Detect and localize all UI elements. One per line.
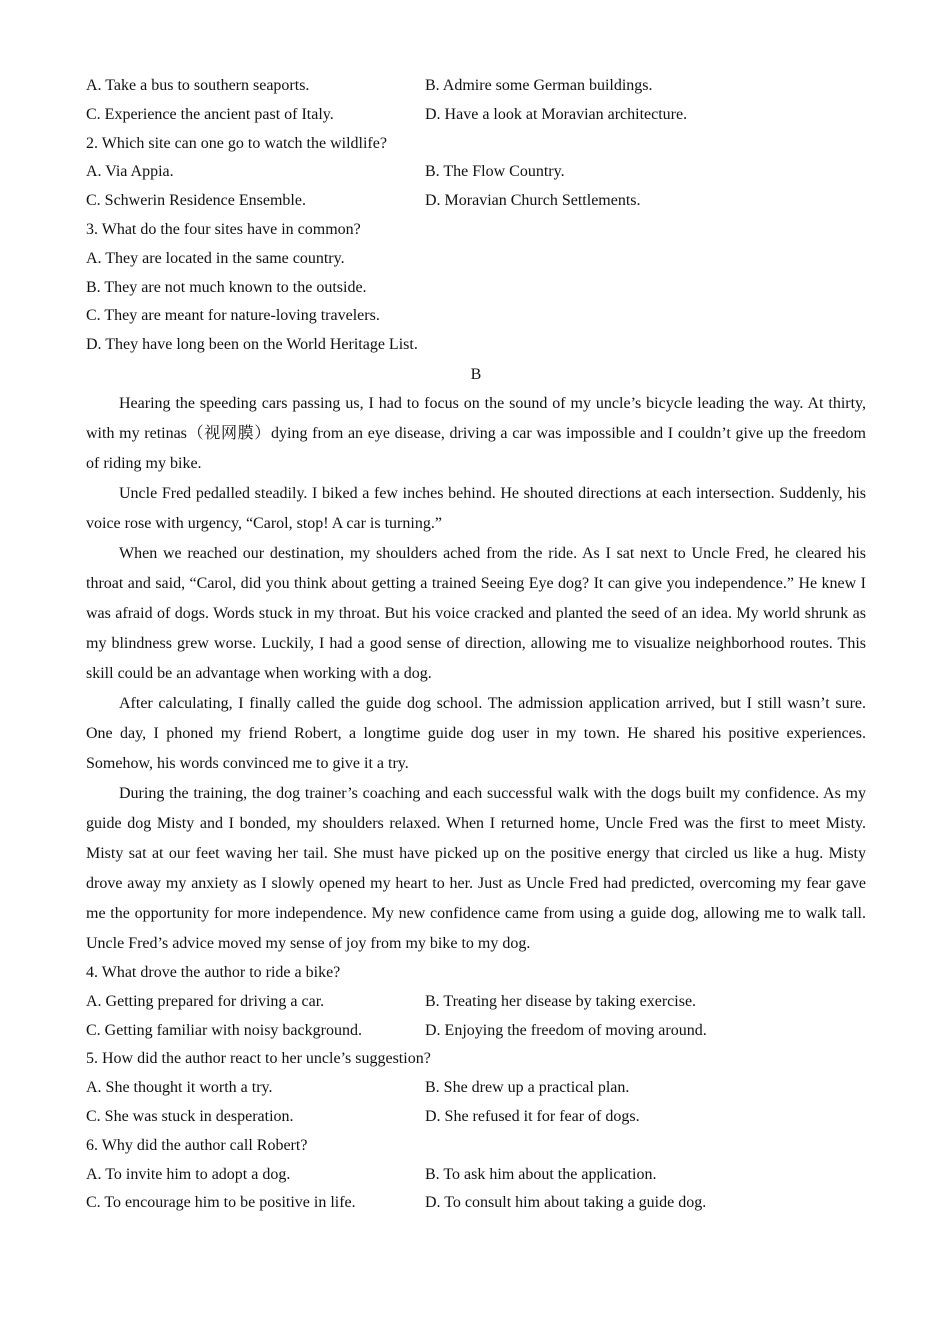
q2-options-row-2 [86, 187, 866, 216]
q3-option-c[interactable]: C. They are meant for nature-loving travelers. [86, 307, 380, 325]
q4-option-d[interactable]: D. Enjoying the freedom of moving around. [425, 1021, 707, 1039]
q3-option-d[interactable]: D. They have long been on the World Heritage List. [86, 336, 418, 354]
q2-option-a[interactable]: A. Via Appia. [86, 163, 174, 181]
q6-option-c[interactable]: C. To encourage him to be positive in life. [86, 1194, 356, 1212]
q6-option-b[interactable]: B. To ask him about the application. [425, 1165, 657, 1183]
q4-option-c[interactable]: C. Getting familiar with noisy background. [86, 1021, 362, 1039]
passage-paragraph: Hearing the speeding cars passing us, I had to focus on the sound of my uncle’s bicycle leading the way. At thirty, with my retinas（视网膜）dying from an eye disease, driving a car was impossible and I couldn’t give up the freedom of riding my bike. [86, 394, 866, 472]
passage-paragraph: During the training, the dog trainer’s coaching and each successful walk with the dogs built my confidence. As my guide dog Misty and I bonded, my shoulders relaxed. When I returned home, Uncle Fred was the first to meet Misty. Misty sat at our feet waving her tail. She must have picked up on the positive energy that circled us like a hug. Misty drove away my anxiety as I slowly opened my heart to her. Just as Uncle Fred had predicted, overcoming my fear gave me the opportunity for more independence. My new confidence came from using a guide dog, allowing me to walk tall. Uncle Fred’s advice moved my sense of joy from my bike to my dog. [86, 784, 866, 952]
q1-options-row-2 [86, 101, 866, 130]
q1-option-d[interactable]: D. Have a look at Moravian architecture. [425, 105, 688, 123]
q2-options-row-1 [86, 158, 866, 187]
q6-question: 6. Why did the author call Robert? [86, 1136, 308, 1154]
q1-option-b[interactable]: B. Admire some German buildings. [425, 77, 653, 94]
q6-option-a[interactable]: A. To invite him to adopt a dog. [86, 1165, 291, 1183]
q4-options-row-1 [86, 988, 866, 1017]
exam-page [86, 72, 866, 1218]
q6-options-row-2 [86, 1189, 866, 1218]
q5-option-b[interactable]: B. She drew up a practical plan. [425, 1079, 630, 1097]
q5-options-row-1 [86, 1074, 866, 1103]
q4-option-b[interactable]: B. Treating her disease by taking exercise. [425, 992, 697, 1010]
q2-option-c[interactable]: C. Schwerin Residence Ensemble. [86, 192, 306, 210]
q2-option-b[interactable]: B. The Flow Country. [425, 163, 565, 181]
q5-question: 5. How did the author react to her uncle’s suggestion? [86, 1050, 431, 1068]
q5-options-row-2 [86, 1103, 866, 1132]
passage-paragraph: Uncle Fred pedalled steadily. I biked a few inches behind. He shouted directions at each intersection. Suddenly, his voice rose with urgency, “Carol, stop! A car is turning.” [86, 484, 866, 532]
q5-option-c[interactable]: C. She was stuck in desperation. [86, 1107, 294, 1125]
section-b-label: B [470, 365, 482, 383]
q2-question: 2. Which site can one go to watch the wildlife? [86, 134, 387, 152]
q6-options-row-1 [86, 1161, 866, 1190]
q5-option-a[interactable]: A. She thought it worth a try. [86, 1079, 273, 1097]
q3-option-a[interactable]: A. They are located in the same country. [86, 249, 345, 267]
q2-option-d[interactable]: D. Moravian Church Settlements. [425, 192, 641, 210]
passage-paragraph: After calculating, I finally called the guide dog school. The admission application arrived, but I still wasn’t sure. One day, I phoned my friend Robert, a longtime guide dog user in my town. He shared his positive experiences. Somehow, his words convinced me to give it a try. [86, 694, 866, 772]
passage-paragraph: When we reached our destination, my shoulders ached from the ride. As I sat next to Uncle Fred, he cleared his throat and said, “Carol, did you think about getting a trained Seeing Eye dog? It can give you independence.” He knew I was afraid of dogs. Words stuck in my throat. But his voice cracked and planted the seed of an idea. My world shrunk as my blindness grew worse. Luckily, I had a good sense of direction, allowing me to visualize neighborhood routes. This skill could be an advantage when working with a dog. [86, 544, 866, 682]
q4-options-row-2 [86, 1017, 866, 1046]
q3-question: 3. What do the four sites have in common? [86, 220, 361, 238]
q3-option-b[interactable]: B. They are not much known to the outside. [86, 278, 367, 296]
q5-option-d[interactable]: D. She refused it for fear of dogs. [425, 1107, 640, 1125]
q6-option-d[interactable]: D. To consult him about taking a guide dog. [425, 1194, 707, 1212]
q4-question: 4. What drove the author to ride a bike? [86, 963, 341, 981]
q1-option-a[interactable]: A. Take a bus to southern seaports. [86, 77, 310, 94]
q1-option-c[interactable]: C. Experience the ancient past of Italy. [86, 105, 334, 123]
q4-option-a[interactable]: A. Getting prepared for driving a car. [86, 992, 325, 1010]
q1-options-row-1 [86, 72, 866, 101]
